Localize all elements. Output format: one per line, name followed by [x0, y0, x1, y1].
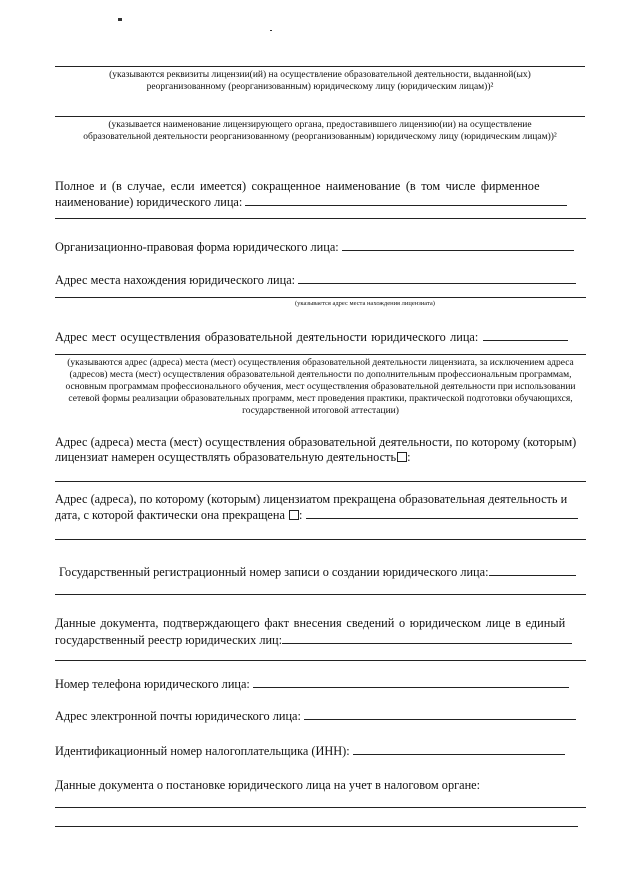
licensing-body-line[interactable]	[55, 116, 585, 117]
tax-registration-label: Данные документа о постановке юридического лица на учет в налоговом органе:	[55, 778, 481, 792]
activity-address-line-2[interactable]	[55, 354, 586, 355]
terminated-address-line-2[interactable]	[55, 539, 586, 540]
egrul-doc-line-2[interactable]	[55, 660, 586, 661]
footnote-box-icon	[289, 510, 299, 520]
footnote-box-icon	[397, 452, 407, 462]
email-blank[interactable]	[304, 707, 576, 720]
licensee-address-note: (указывается адрес места нахождения лицензиата)	[295, 300, 435, 307]
state-reg-blank[interactable]	[489, 563, 576, 576]
full-name-line-2[interactable]	[55, 218, 586, 219]
full-name-label-cont	[55, 193, 567, 210]
intended-address-row: лицензиат намерен осуществлять образовательную деятельность :	[55, 450, 411, 464]
intended-address-label: Адрес (адреса) места (мест) осуществления образовательной деятельности, по которому (которым)	[55, 435, 577, 449]
phone-blank[interactable]	[253, 675, 569, 688]
address-row	[55, 271, 576, 288]
full-name-blank[interactable]	[245, 193, 567, 206]
tax-registration-line-1[interactable]	[55, 807, 586, 808]
scan-speck	[118, 18, 122, 21]
legal-form-row	[55, 238, 574, 255]
phone-label: Номер телефона юридического лица:	[55, 677, 250, 691]
licensing-body-note: (указывается наименование лицензирующего органа, предоставившего лицензию(ии) на осуществление образовательной деятельности реорганизованному (реорганизованным) юридическому лицу (юридическим лицам))²	[83, 120, 557, 142]
tax-registration-line-2[interactable]	[55, 826, 578, 827]
terminated-address-label-2: дата, с которой фактически она прекращена	[55, 508, 285, 522]
legal-form-blank[interactable]	[342, 238, 574, 251]
terminated-address-blank[interactable]	[306, 506, 578, 519]
full-name-label: Полное и (в случае, если имеется) сокращенное наименование (в том числе фирменное	[55, 179, 540, 193]
activity-places-note: (указываются адрес (адреса) места (мест) осуществления образовательной деятельности лицензиата, за исключением адреса (адресов) места (мест) осуществления образовательной деятельности по дополнительным профессиональным программам, основным программам профессионального обучения, мест осуществления образовательной деятельности при использовании сетевой формы реализации образовательных программ, мест проведения практики, практической подготовки обучающихся, государственной итоговой аттестации)	[65, 358, 576, 416]
license-details-line[interactable]	[55, 66, 585, 67]
intended-address-label-2: лицензиат намерен осуществлять образовательную деятельность	[55, 450, 397, 464]
address-label: Адрес места нахождения юридического лица:	[55, 273, 296, 287]
email-row	[55, 707, 576, 724]
activity-address-row	[55, 328, 568, 345]
full-name-label-2: наименование) юридического лица:	[55, 195, 243, 209]
inn-row	[55, 742, 565, 759]
email-label: Адрес электронной почты юридического лица:	[55, 709, 301, 723]
activity-address-label: Адрес мест осуществления образовательной деятельности юридического лица:	[55, 330, 479, 344]
scan-speck	[270, 30, 272, 31]
egrul-doc-blank[interactable]	[282, 631, 572, 644]
phone-row	[55, 675, 569, 692]
legal-form-label: Организационно-правовая форма юридического лица:	[55, 240, 339, 254]
inn-label: Идентификационный номер налогоплательщика (ИНН):	[55, 744, 350, 758]
license-details-note: (указываются реквизиты лицензии(ий) на осуществление образовательной деятельности, выданной(ых) реорганизованному (реорганизованным) юридическому лицу (юридическим лицам))²	[109, 70, 531, 92]
egrul-doc-row	[55, 631, 572, 648]
state-reg-line-2[interactable]	[55, 594, 586, 595]
intended-address-line[interactable]	[55, 481, 586, 482]
address-blank[interactable]	[298, 271, 576, 284]
state-reg-row	[59, 563, 576, 580]
terminated-address-row: дата, с которой фактически она прекращена :	[55, 506, 578, 523]
activity-address-blank[interactable]	[483, 328, 568, 341]
state-reg-label: Государственный регистрационный номер записи о создании юридического лица:	[59, 565, 489, 579]
egrul-doc-label: Данные документа, подтверждающего факт внесения сведений о юридическом лице в единый	[55, 616, 566, 630]
inn-blank[interactable]	[353, 742, 565, 755]
address-line-2[interactable]	[55, 297, 586, 298]
terminated-address-label: Адрес (адреса), по которому (которым) лицензиатом прекращена образовательная деятельность и	[55, 492, 568, 506]
egrul-doc-label-2: государственный реестр юридических лиц:	[55, 633, 283, 647]
